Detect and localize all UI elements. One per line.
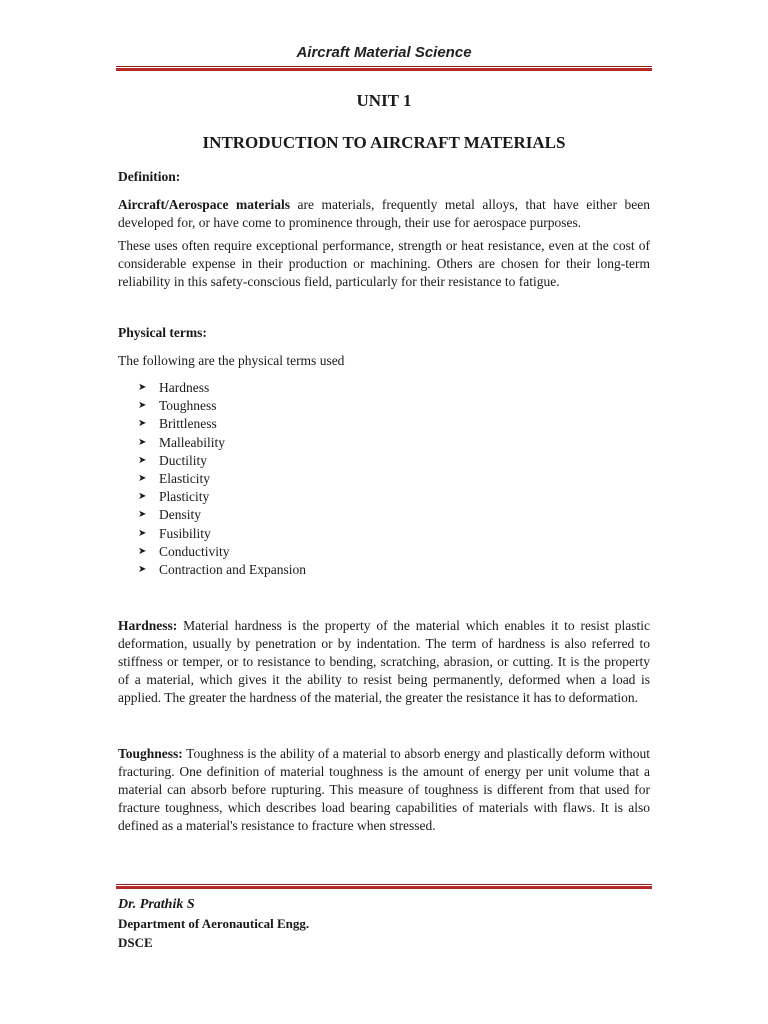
definition-text: are materials, frequently metal alloys, that have either been developed for, or have come to prominence through, their use for aerospace purposes. <box>118 197 650 230</box>
definition-paragraph-2: These uses often require exceptional performance, strength or heat resistance, even at the cost of considerable expense in their production or machining. Others are chosen for their long-term reliability in this safety-conscious field, particularly for their resistance to fatigue. <box>118 238 650 289</box>
list-item: ➤ Toughness <box>138 397 650 415</box>
institution-name: DSCE <box>118 935 153 950</box>
arrowhead-bullet-icon: ➤ <box>138 509 147 521</box>
main-content <box>118 90 650 835</box>
list-item: ➤ Contraction and Expansion <box>138 561 650 579</box>
list-item: ➤ Ductility <box>138 452 650 470</box>
arrowhead-bullet-icon: ➤ <box>138 454 147 466</box>
toughness-term: Toughness: <box>118 746 183 762</box>
department-name: Department of Aeronautical Engg. <box>118 916 310 931</box>
arrowhead-bullet-icon: ➤ <box>138 473 147 485</box>
hardness-term: Hardness: <box>118 618 178 634</box>
arrowhead-bullet-icon: ➤ <box>138 400 147 412</box>
list-item: ➤ Elasticity <box>138 470 650 488</box>
physical-terms-intro: The following are the physical terms used <box>118 353 345 368</box>
footer-rule <box>116 884 652 889</box>
list-item: ➤ Malleability <box>138 434 650 452</box>
chapter-title: INTRODUCTION TO AIRCRAFT MATERIALS <box>202 133 566 152</box>
list-item: ➤ Brittleness <box>138 415 650 433</box>
definition-heading: Definition: <box>118 169 181 184</box>
author-name: Dr. Prathik S <box>118 897 195 912</box>
arrowhead-bullet-icon: ➤ <box>138 418 147 430</box>
hardness-paragraph <box>118 617 650 707</box>
arrowhead-bullet-icon: ➤ <box>138 545 147 557</box>
header-rule <box>116 66 652 71</box>
definition-term: Aircraft/Aerospace materials <box>118 197 290 212</box>
list-item: ➤ Hardness <box>138 379 650 397</box>
list-item: ➤ Conductivity <box>138 543 650 561</box>
arrowhead-bullet-icon: ➤ <box>138 491 147 503</box>
arrowhead-bullet-icon: ➤ <box>138 564 147 576</box>
arrowhead-bullet-icon: ➤ <box>138 527 147 539</box>
list-item: ➤ Fusibility <box>138 525 650 543</box>
hardness-text: Material hardness is the property of the material which enables it to resist plastic deformation, usually by penetration or by indentation. The term of hardness is also referred to stiffness or temper, or to resistance to bending, scratching, abrasion, or cutting. It is the property of a material, which gives it the ability to resist being permanently, deformed when a load is applied. The greater the hardness of the material, the greater the resistance it has to deformation. <box>118 618 650 706</box>
running-header-title: Aircraft Material Science <box>296 44 472 61</box>
page-footer <box>118 895 650 952</box>
definition-paragraph <box>118 196 650 232</box>
arrowhead-bullet-icon: ➤ <box>138 436 147 448</box>
list-item: ➤ Plasticity <box>138 488 650 506</box>
toughness-text: Toughness is the ability of a material to absorb energy and plastically deform without fracturing. One definition of material toughness is the amount of energy per unit volume that a material can absorb before rupturing. This measure of toughness is different from that used for fracture toughness, which describes load bearing capabilities of materials with flaws. It is also defined as a material's resistance to fracture when stressed. <box>118 746 650 834</box>
arrowhead-bullet-icon: ➤ <box>138 382 147 393</box>
physical-terms-heading: Physical terms: <box>118 325 207 340</box>
unit-heading: UNIT 1 <box>356 91 412 110</box>
list-item: ➤ Density <box>138 506 650 524</box>
physical-terms-list <box>118 379 650 579</box>
toughness-paragraph <box>118 745 650 835</box>
